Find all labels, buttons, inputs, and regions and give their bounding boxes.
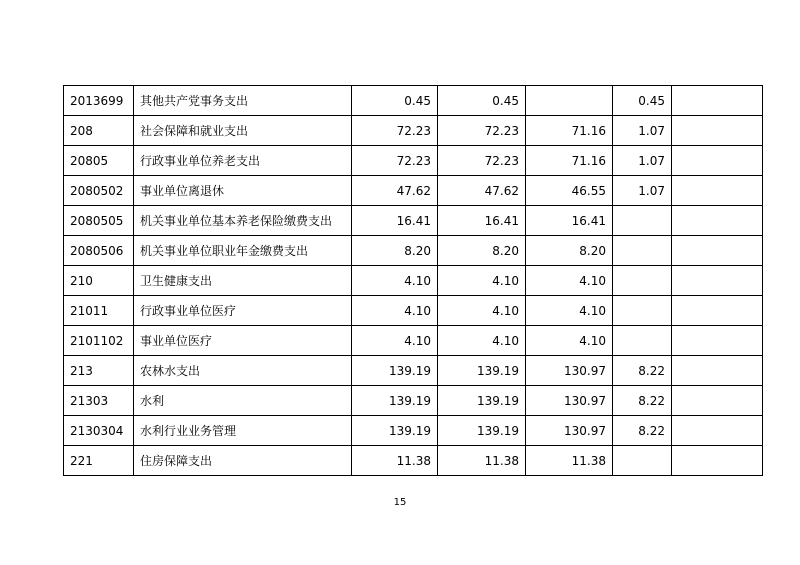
subject-name-cell: 水利行业业务管理 — [134, 416, 352, 446]
amount-cell-3: 4.10 — [526, 296, 613, 326]
amount-cell-1: 72.23 — [352, 116, 438, 146]
subject-name-cell: 机关事业单位基本养老保险缴费支出 — [134, 206, 352, 236]
subject-name-cell: 机关事业单位职业年金缴费支出 — [134, 236, 352, 266]
amount-cell-1: 4.10 — [352, 266, 438, 296]
amount-cell-5 — [672, 416, 763, 446]
amount-cell-4 — [613, 446, 672, 476]
amount-cell-2: 47.62 — [438, 176, 526, 206]
subject-code-cell: 2013699 — [64, 86, 134, 116]
subject-name-cell: 事业单位医疗 — [134, 326, 352, 356]
subject-code-cell: 20805 — [64, 146, 134, 176]
amount-cell-2: 139.19 — [438, 356, 526, 386]
amount-cell-2: 0.45 — [438, 86, 526, 116]
table-row — [64, 236, 763, 266]
subject-name-cell: 卫生健康支出 — [134, 266, 352, 296]
subject-code-cell: 2080502 — [64, 176, 134, 206]
amount-cell-1: 16.41 — [352, 206, 438, 236]
amount-cell-5 — [672, 446, 763, 476]
amount-cell-1: 47.62 — [352, 176, 438, 206]
amount-cell-2: 72.23 — [438, 146, 526, 176]
amount-cell-2: 4.10 — [438, 326, 526, 356]
amount-cell-3: 11.38 — [526, 446, 613, 476]
subject-code-cell: 2130304 — [64, 416, 134, 446]
amount-cell-2: 139.19 — [438, 386, 526, 416]
subject-code-cell: 2080505 — [64, 206, 134, 236]
amount-cell-4: 1.07 — [613, 116, 672, 146]
amount-cell-3: 4.10 — [526, 266, 613, 296]
subject-name-cell: 行政事业单位养老支出 — [134, 146, 352, 176]
budget-table — [63, 85, 763, 476]
subject-code-cell: 208 — [64, 116, 134, 146]
amount-cell-1: 4.10 — [352, 326, 438, 356]
amount-cell-1: 72.23 — [352, 146, 438, 176]
table-row — [64, 326, 763, 356]
subject-name-cell: 水利 — [134, 386, 352, 416]
subject-code-cell: 2101102 — [64, 326, 134, 356]
amount-cell-2: 4.10 — [438, 296, 526, 326]
amount-cell-5 — [672, 326, 763, 356]
amount-cell-3: 71.16 — [526, 146, 613, 176]
subject-code-cell: 213 — [64, 356, 134, 386]
table-row — [64, 266, 763, 296]
amount-cell-3: 130.97 — [526, 416, 613, 446]
amount-cell-5 — [672, 266, 763, 296]
amount-cell-3: 130.97 — [526, 356, 613, 386]
subject-code-cell: 21303 — [64, 386, 134, 416]
amount-cell-3: 4.10 — [526, 326, 613, 356]
amount-cell-3: 8.20 — [526, 236, 613, 266]
amount-cell-3: 46.55 — [526, 176, 613, 206]
amount-cell-4 — [613, 206, 672, 236]
table-row — [64, 416, 763, 446]
amount-cell-1: 139.19 — [352, 356, 438, 386]
amount-cell-4: 8.22 — [613, 416, 672, 446]
amount-cell-5 — [672, 206, 763, 236]
subject-name-cell: 社会保障和就业支出 — [134, 116, 352, 146]
subject-code-cell: 2080506 — [64, 236, 134, 266]
amount-cell-2: 72.23 — [438, 116, 526, 146]
subject-name-cell: 事业单位离退休 — [134, 176, 352, 206]
amount-cell-4 — [613, 326, 672, 356]
amount-cell-5 — [672, 146, 763, 176]
amount-cell-4: 0.45 — [613, 86, 672, 116]
amount-cell-3 — [526, 86, 613, 116]
amount-cell-5 — [672, 86, 763, 116]
amount-cell-4: 1.07 — [613, 176, 672, 206]
amount-cell-1: 0.45 — [352, 86, 438, 116]
subject-name-cell: 住房保障支出 — [134, 446, 352, 476]
amount-cell-5 — [672, 296, 763, 326]
amount-cell-1: 139.19 — [352, 416, 438, 446]
amount-cell-4 — [613, 266, 672, 296]
table-row — [64, 386, 763, 416]
amount-cell-2: 8.20 — [438, 236, 526, 266]
amount-cell-2: 11.38 — [438, 446, 526, 476]
amount-cell-1: 4.10 — [352, 296, 438, 326]
table-row — [64, 296, 763, 326]
amount-cell-5 — [672, 236, 763, 266]
amount-cell-5 — [672, 116, 763, 146]
amount-cell-1: 11.38 — [352, 446, 438, 476]
table-row — [64, 206, 763, 236]
table-body — [64, 86, 763, 476]
amount-cell-5 — [672, 356, 763, 386]
amount-cell-2: 139.19 — [438, 416, 526, 446]
amount-cell-4 — [613, 236, 672, 266]
page-number: 15 — [393, 497, 407, 508]
amount-cell-1: 139.19 — [352, 386, 438, 416]
amount-cell-4: 1.07 — [613, 146, 672, 176]
amount-cell-4 — [613, 296, 672, 326]
table-row — [64, 146, 763, 176]
amount-cell-4: 8.22 — [613, 356, 672, 386]
table-row — [64, 356, 763, 386]
amount-cell-3: 16.41 — [526, 206, 613, 236]
amount-cell-4: 8.22 — [613, 386, 672, 416]
subject-name-cell: 行政事业单位医疗 — [134, 296, 352, 326]
subject-code-cell: 221 — [64, 446, 134, 476]
table-row — [64, 446, 763, 476]
amount-cell-2: 4.10 — [438, 266, 526, 296]
amount-cell-3: 71.16 — [526, 116, 613, 146]
subject-code-cell: 21011 — [64, 296, 134, 326]
amount-cell-2: 16.41 — [438, 206, 526, 236]
amount-cell-3: 130.97 — [526, 386, 613, 416]
table-row — [64, 116, 763, 146]
table-row — [64, 176, 763, 206]
table-row — [64, 86, 763, 116]
amount-cell-5 — [672, 386, 763, 416]
amount-cell-1: 8.20 — [352, 236, 438, 266]
subject-name-cell: 其他共产党事务支出 — [134, 86, 352, 116]
subject-name-cell: 农林水支出 — [134, 356, 352, 386]
amount-cell-5 — [672, 176, 763, 206]
subject-code-cell: 210 — [64, 266, 134, 296]
